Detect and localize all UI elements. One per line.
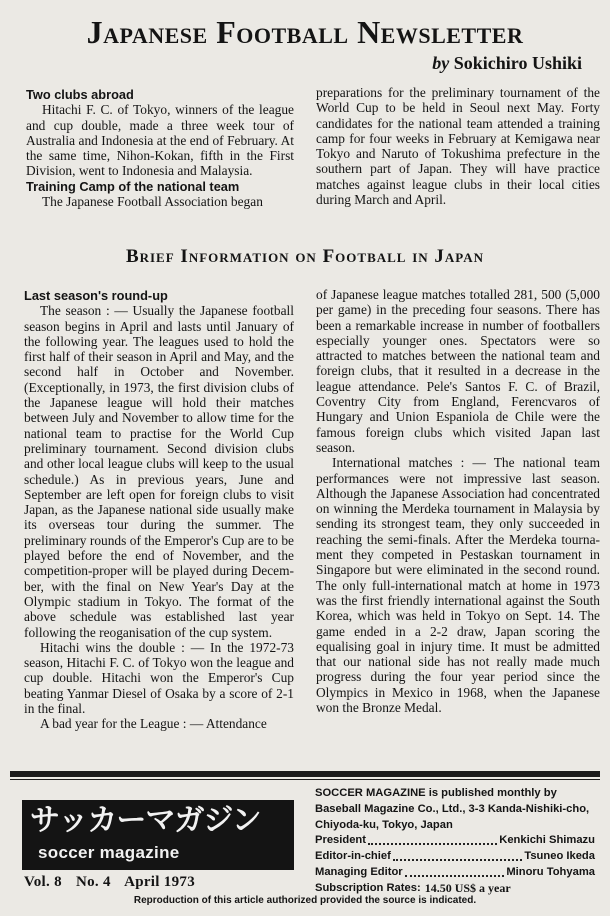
byline-prefix: by <box>432 53 450 73</box>
publisher-info <box>315 786 595 897</box>
editor-label: Editor-in-chief <box>315 850 391 863</box>
reproduction-note: Reproduction of this article authorized provided the source is indicated. <box>133 895 477 906</box>
main-left-column <box>24 288 294 732</box>
international-paragraph: International matches : — The national team performances were not impressive last season. Although the Japanese Association had concentrated on winning the Merdeka tournament in Malaysia by sending its strongest team, they only succeeded in reaching the semi-finals. After the Merdeka tournament they competed in Pestaskan tournament in Singapore but were eliminated in the second round. The only full-international match at home in 1973 was the first friendly international against the South Korea, which was held in Tokyo on Sept. 14. The game ended in a 2-2 draw, Japan scoring the equalising goal in injury time. It must be admitted that our national side has not really made much progress during the four year period since the Olympics in Mexico in 1968, when the Japanese won the Bronze Medal. <box>316 455 600 716</box>
issue-number: No. 4 <box>76 874 111 890</box>
editor-name: Tsuneo Ikeda <box>524 850 595 863</box>
masthead-rule-thick <box>10 771 600 777</box>
byline <box>432 52 582 74</box>
subscription-value: 14.50 US$ a year <box>424 880 511 895</box>
round-up-heading: Last season's round-up <box>24 288 168 303</box>
leader-dots <box>393 849 523 861</box>
newsletter-title: Japanese Football Newsletter <box>86 14 524 50</box>
leader-dots <box>368 833 497 845</box>
issue-info <box>24 873 205 891</box>
leader-dots <box>405 865 505 877</box>
soccer-magazine-logo <box>22 800 294 870</box>
managing-editor-label: Managing Editor <box>315 865 403 878</box>
training-camp-text-cont: preparations for the preliminary tournament of the World Cup to be held in Seoul next May. Forty candidates for the national team attended a training camp for four weeks in February at Kemigawa near Tokyo and Naruto of Tokushima prefecture in the southern part of Japan. They will have practice matches against league clubs in their local cities during March and April. <box>316 85 600 208</box>
logo-english-text: soccer magazine <box>38 843 180 862</box>
top-right-column <box>316 85 600 207</box>
issue-volume: Vol. 8 <box>24 874 62 890</box>
main-right-column <box>316 287 600 715</box>
training-camp-heading: Training Camp of the national team <box>26 178 240 194</box>
attendance-paragraph-start: A bad year for the League : — Attendance <box>40 716 267 732</box>
hitachi-paragraph: Hitachi wins the double : — In the 1972-73 season, Hitachi F. C. of Tokyo won the league and cup double. Hitachi won the Emperor's Cup beating Yanmar Diesel of Osaka by a score of 2-1 in the final. <box>24 639 294 717</box>
president-row <box>315 833 595 849</box>
attendance-paragraph-cont: of Japanese league matches totalled 281, 500 (5,000 per game) in the preceding four seasons. There has been a remarkable increase in number of footballers especially younger ones. Spectators were so attracted to matches between the national team and foreign clubs, that it resulted in a decrease in the league attendance. Pele's Santos F. C. of Brazil, Coventry City from England, Ferencvaros of Hungary and Union Espaniola de Chile were the famous foreign clubs which visited Japan last season. <box>316 287 600 455</box>
editor-row <box>315 849 595 865</box>
managing-editor-row <box>315 865 595 881</box>
section-title: Brief Information on Football in Japan <box>125 246 485 267</box>
training-camp-text-start: The Japanese Football Association began <box>42 194 263 210</box>
clubs-abroad-text: Hitachi F. C. of Tokyo, winners of the league and cup double, made a three week tour of Australia and Indonesia at the end of February. At the same time, Nihon-Kokan, fifth in the First Division, went to Indonesia and Malaysia. <box>26 102 294 179</box>
publisher-line: SOCCER MAGAZINE is published monthly by Baseball Magazine Co., Ltd., 3-3 Kanda-Nishiki-cho, Chiyoda-ku, Tokyo, Japan <box>315 787 590 831</box>
top-left-column <box>26 87 294 209</box>
season-paragraph: The season : — Usually the Japanese football season begins in April and lasts until January of the following year. The leagues used to hold the first half of their season in April and May, and the second half in October and November. (Exceptionally, in 1973, the first division clubs of the Japanese league will hold their matches between July and November to allow time for the national team to practise for the World Cup preliminary tournament. Second division clubs and other local league clubs will keep to the usual schedule.) As in previous years, June and September are left open for foreign clubs to visit Japan, as the Japanese national side usually make its overseas tour during the summer. The preliminary rounds of the Emperor's Cup are to be played before the end of November, and the competition-proper will be played during December, with the final on New Year's Day at the Olympic stadium in Tokyo. The format of the above schedule was established last year following the reoganisation of the cup system. <box>24 303 294 640</box>
president-label: President <box>315 834 366 847</box>
logo-japanese-text: サッカーマガジン <box>30 803 261 838</box>
subscription-label: Subscription Rates: <box>315 881 421 894</box>
clubs-abroad-heading: Two clubs abroad <box>26 87 134 102</box>
byline-author: Sokichiro Ushiki <box>453 53 582 73</box>
president-name: Kenkichi Shimazu <box>499 834 595 847</box>
managing-editor-name: Minoru Tohyama <box>506 865 595 878</box>
issue-date: April 1973 <box>124 874 195 890</box>
masthead-rule-thin <box>10 779 600 780</box>
